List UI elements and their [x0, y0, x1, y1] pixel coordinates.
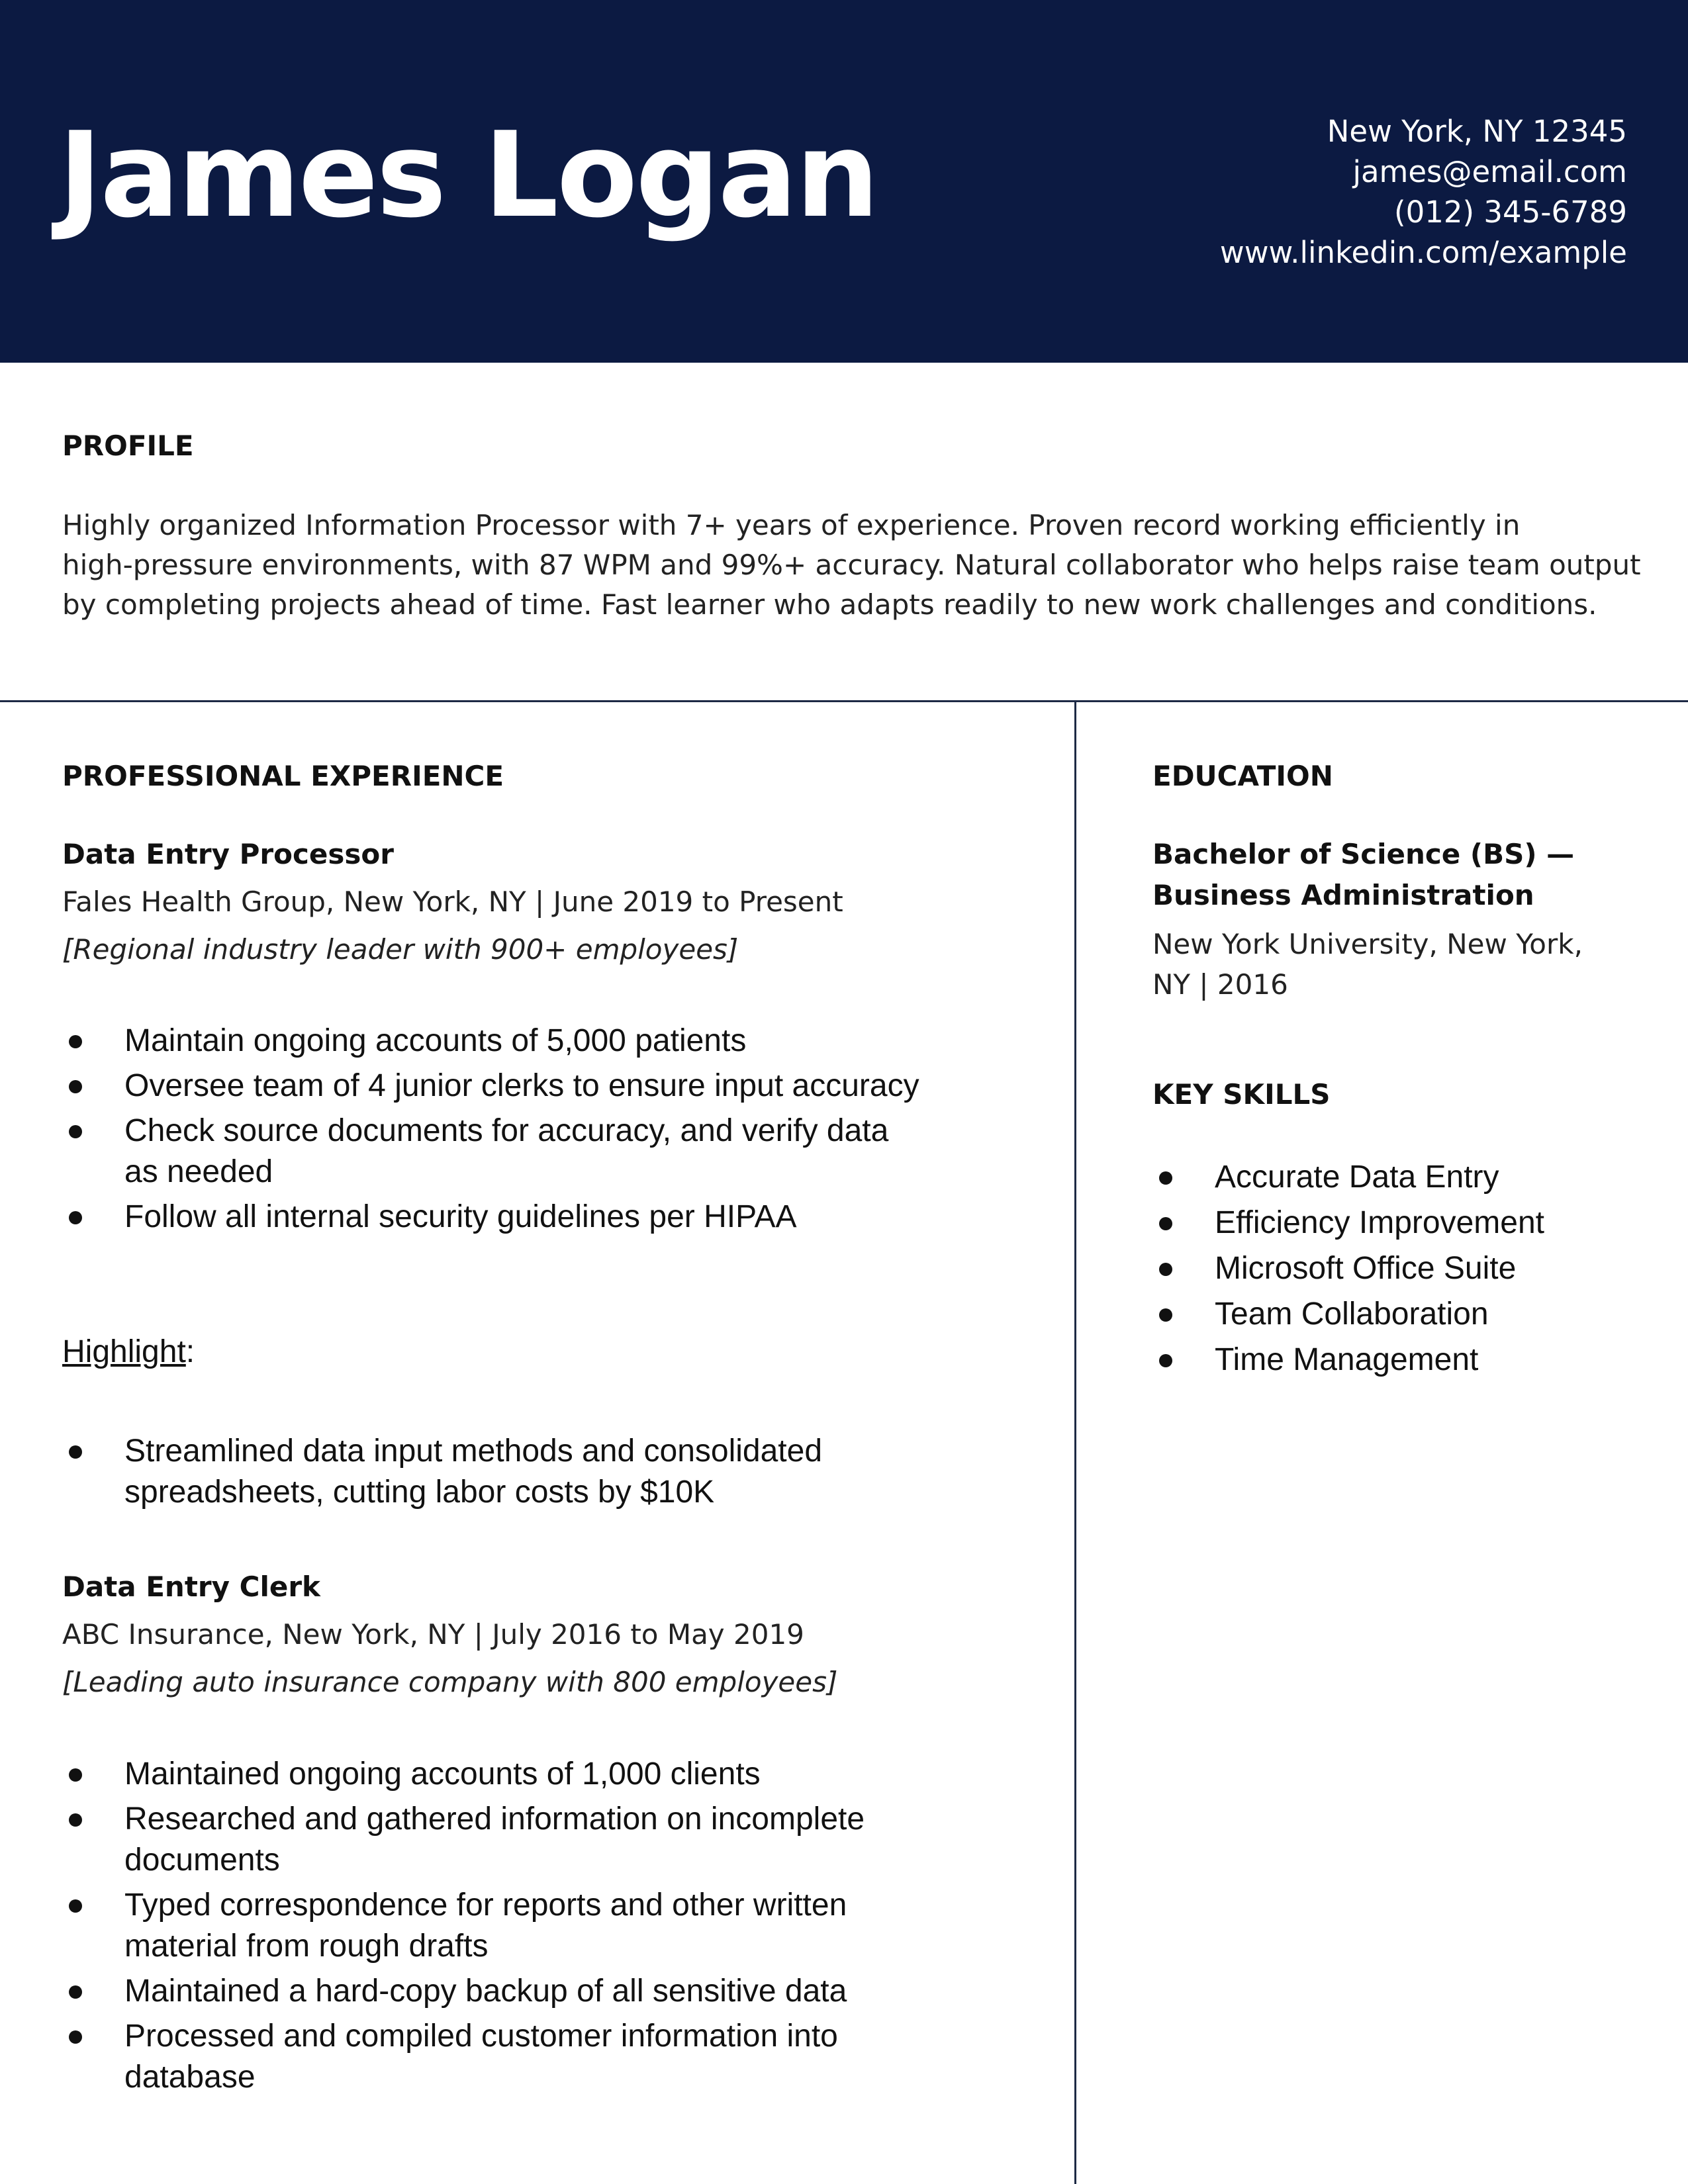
contact-phone[interactable]: (012) 345-6789 [1394, 195, 1627, 230]
list-item: Efficiency Improvement [1152, 1203, 1656, 1244]
list-item: Researched and gathered information on incomplete documents [62, 1799, 923, 1881]
contact-linkedin[interactable]: www.linkedin.com/example [1219, 235, 1627, 270]
profile-heading: PROFILE [62, 430, 194, 462]
list-item: Streamlined data input methods and consolidated spreadsheets, cutting labor costs by $10K [62, 1431, 923, 1513]
list-item: Follow all internal security guidelines per HIPAA [62, 1197, 923, 1238]
list-item: Processed and compiled customer information into database [62, 2016, 923, 2098]
job-title: Data Entry Processor [62, 838, 394, 870]
list-item: Check source documents for accuracy, and verify data as needed [62, 1111, 923, 1193]
job-note: [Leading auto insurance company with 800 employees] [62, 1666, 838, 1698]
job-meta: ABC Insurance, New York, NY | July 2016 to May 2019 [62, 1618, 804, 1651]
experience-heading: PROFESSIONAL EXPERIENCE [62, 760, 504, 792]
education-school: NY | 2016 [1152, 968, 1288, 1001]
highlight-label [62, 1332, 195, 1373]
job-meta: Fales Health Group, New York, NY | June 2019 to Present [62, 886, 843, 918]
profile-summary [62, 506, 1651, 625]
skills-list [1152, 1157, 1656, 1385]
education-degree: Business Administration [1152, 879, 1534, 911]
profile-line: high-pressure environments, with 87 WPM and 99%+ accuracy. Natural collaborator who helps raise team output [62, 549, 1641, 581]
contact-location: New York, NY 12345 [1327, 114, 1627, 149]
contact-info [1220, 111, 1627, 273]
job-bullets [62, 1754, 923, 2102]
education-heading: EDUCATION [1152, 760, 1333, 792]
list-item: Accurate Data Entry [1152, 1157, 1656, 1198]
education-school: New York University, New York, [1152, 928, 1583, 960]
column-divider [1074, 702, 1076, 2184]
list-item: Team Collaboration [1152, 1294, 1656, 1335]
job-note: [Regional industry leader with 900+ employees] [62, 933, 739, 966]
horizontal-divider [0, 700, 1688, 702]
highlight-label-colon: : [185, 1334, 195, 1369]
candidate-name: James Logan [58, 107, 878, 244]
list-item: Maintained a hard-copy backup of all sensitive data [62, 1971, 923, 2012]
job-bullets [62, 1021, 923, 1242]
highlight-label-text: Highlight [62, 1334, 186, 1369]
highlight-bullets [62, 1431, 923, 1517]
profile-line: by completing projects ahead of time. Fast learner who adapts readily to new work challenges and conditions. [62, 588, 1597, 621]
job-title: Data Entry Clerk [62, 1570, 320, 1603]
profile-line: Highly organized Information Processor with 7+ years of experience. Proven record working efficiently in [62, 509, 1521, 541]
education-degree: Bachelor of Science (BS) — [1152, 838, 1575, 870]
list-item: Typed correspondence for reports and other written material from rough drafts [62, 1885, 923, 1967]
list-item: Microsoft Office Suite [1152, 1248, 1656, 1289]
list-item: Maintained ongoing accounts of 1,000 clients [62, 1754, 923, 1795]
list-item: Maintain ongoing accounts of 5,000 patients [62, 1021, 923, 1062]
list-item: Time Management [1152, 1340, 1656, 1381]
list-item: Oversee team of 4 junior clerks to ensure input accuracy [62, 1066, 923, 1107]
header-band [0, 0, 1688, 363]
skills-heading: KEY SKILLS [1152, 1078, 1331, 1111]
contact-email[interactable]: james@email.com [1352, 154, 1627, 189]
